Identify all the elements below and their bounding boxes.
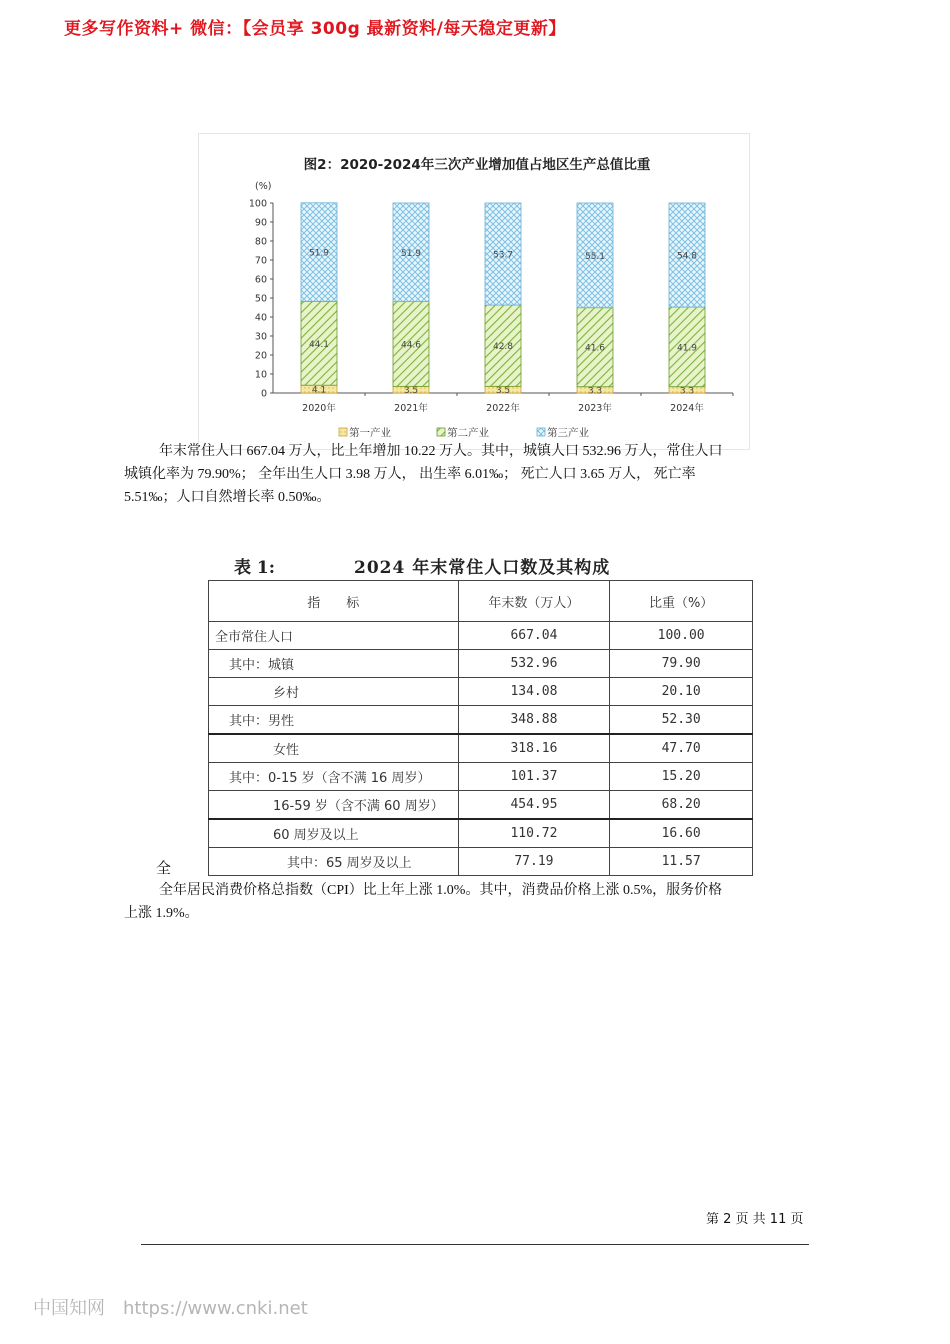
table-row xyxy=(209,622,753,650)
data-label: 44.6 xyxy=(400,340,422,351)
row-indicator: 其中：65 周岁及以上 xyxy=(209,848,459,876)
y-tick-label: 40 xyxy=(254,312,267,324)
x-tick-label: 2024年 xyxy=(670,403,704,414)
y-tick-label: 90 xyxy=(254,217,267,229)
watermark-brand: 中国知网 xyxy=(33,1298,105,1319)
data-label: 3.3 xyxy=(587,386,603,397)
row-share: 16.60 xyxy=(610,819,753,848)
y-tick-label: 30 xyxy=(254,331,267,343)
data-label: 53.7 xyxy=(492,250,514,261)
row-value: 101.37 xyxy=(458,763,610,791)
table-row xyxy=(209,706,753,735)
data-label: 41.9 xyxy=(676,343,698,354)
y-tick-label: 60 xyxy=(254,274,267,286)
row-value: 667.04 xyxy=(458,622,610,650)
table-row xyxy=(209,678,753,706)
data-label: 41.6 xyxy=(584,343,606,354)
data-label: 54.8 xyxy=(676,251,698,262)
data-label: 3.5 xyxy=(495,386,511,397)
data-label: 55.1 xyxy=(584,251,606,262)
page-number: 第 2 页 共 11 页 xyxy=(706,1212,804,1227)
y-tick-label: 50 xyxy=(254,293,267,305)
stray-character: 全 xyxy=(156,859,172,877)
population-table xyxy=(208,580,753,876)
table-row xyxy=(209,650,753,678)
row-indicator: 其中：0-15 岁（含不满 16 周岁） xyxy=(209,763,459,791)
industry-share-chart xyxy=(198,133,750,450)
data-label: 3.3 xyxy=(679,386,695,397)
row-share: 47.70 xyxy=(610,734,753,763)
row-indicator: 女性 xyxy=(209,734,459,763)
table-row xyxy=(209,763,753,791)
row-share: 68.20 xyxy=(610,791,753,820)
population-paragraph-line-1: 年末常住人口 667.04 万人，比上年增加 10.22 万人。其中，城镇人口 532.96 万人，常住人口 xyxy=(159,444,723,459)
table-row xyxy=(209,819,753,848)
data-label: 3.5 xyxy=(403,386,419,397)
row-value: 134.08 xyxy=(458,678,610,706)
top-banner: 更多写作资料+ 微信：【会员享 300g 最新资料/每天稳定更新】 xyxy=(64,19,566,39)
row-share: 20.10 xyxy=(610,678,753,706)
row-value: 348.88 xyxy=(458,706,610,735)
table-row xyxy=(209,791,753,820)
row-indicator: 其中：男性 xyxy=(209,706,459,735)
row-indicator: 全市常住人口 xyxy=(209,622,459,650)
y-tick-label: 0 xyxy=(260,388,267,400)
table-row xyxy=(209,734,753,763)
row-share: 52.30 xyxy=(610,706,753,735)
x-tick-label: 2023年 xyxy=(578,403,612,414)
y-tick-label: 20 xyxy=(254,350,267,362)
table-row xyxy=(209,848,753,876)
row-indicator: 其中：城镇 xyxy=(209,650,459,678)
legend-swatch xyxy=(537,428,545,436)
header-share: 比重（%） xyxy=(610,581,753,622)
table-title xyxy=(208,553,753,579)
chart-title: 图2：2020-2024年三次产业增加值占地区生产总值比重 xyxy=(303,157,651,173)
row-indicator: 16-59 岁（含不满 60 周岁） xyxy=(209,791,459,820)
data-label: 51.9 xyxy=(308,248,330,259)
row-value: 110.72 xyxy=(458,819,610,848)
row-share: 11.57 xyxy=(610,848,753,876)
row-indicator: 60 周岁及以上 xyxy=(209,819,459,848)
data-label: 42.8 xyxy=(492,342,514,353)
data-label: 4.1 xyxy=(311,385,327,396)
row-share: 79.90 xyxy=(610,650,753,678)
legend-swatch xyxy=(339,428,347,436)
header-indicator: 指 标 xyxy=(209,581,459,622)
header-year-end-value: 年末数（万人） xyxy=(458,581,610,622)
y-tick-label: 70 xyxy=(254,255,267,267)
row-share: 15.20 xyxy=(610,763,753,791)
y-tick-label: 80 xyxy=(254,236,267,248)
cpi-paragraph-line-1: 全年居民消费价格总指数（CPI）比上年上涨 1.0%。其中，消费品价格上涨 0.5%，服务价格 xyxy=(159,883,723,898)
legend-swatch xyxy=(437,428,445,436)
row-value: 318.16 xyxy=(458,734,610,763)
legend-label: 第三产业 xyxy=(547,427,589,439)
row-value: 77.19 xyxy=(458,848,610,876)
watermark-url: https://www.cnki.net xyxy=(123,1298,308,1319)
table-label: 表 1: xyxy=(234,558,276,578)
x-tick-label: 2022年 xyxy=(486,403,520,414)
table-header-row xyxy=(209,581,753,622)
cnki-watermark xyxy=(33,1294,308,1320)
row-share: 100.00 xyxy=(610,622,753,650)
data-label: 51.9 xyxy=(400,248,422,259)
x-tick-label: 2021年 xyxy=(394,403,428,414)
row-indicator: 乡村 xyxy=(209,678,459,706)
chart-svg xyxy=(199,134,749,449)
data-label: 44.1 xyxy=(308,339,330,350)
row-value: 454.95 xyxy=(458,791,610,820)
legend-label: 第一产业 xyxy=(349,427,391,439)
table-caption: 2024 年末常住人口数及其构成 xyxy=(354,558,611,578)
population-paragraph-line-3: 5.51‰；人口自然增长率 0.50‰。 xyxy=(124,490,331,505)
footer-divider xyxy=(141,1244,809,1245)
y-tick-label: 10 xyxy=(254,369,267,381)
y-axis-unit: (%) xyxy=(255,181,272,192)
y-tick-label: 100 xyxy=(248,198,267,210)
population-paragraph-line-2: 城镇化率为 79.90%； 全年出生人口 3.98 万人， 出生率 6.01‰； 死亡人口 3.65 万人， 死亡率 xyxy=(124,467,696,482)
cpi-paragraph-line-2: 上涨 1.9%。 xyxy=(124,906,199,921)
x-tick-label: 2020年 xyxy=(302,403,336,414)
legend-label: 第二产业 xyxy=(447,427,489,439)
row-value: 532.96 xyxy=(458,650,610,678)
